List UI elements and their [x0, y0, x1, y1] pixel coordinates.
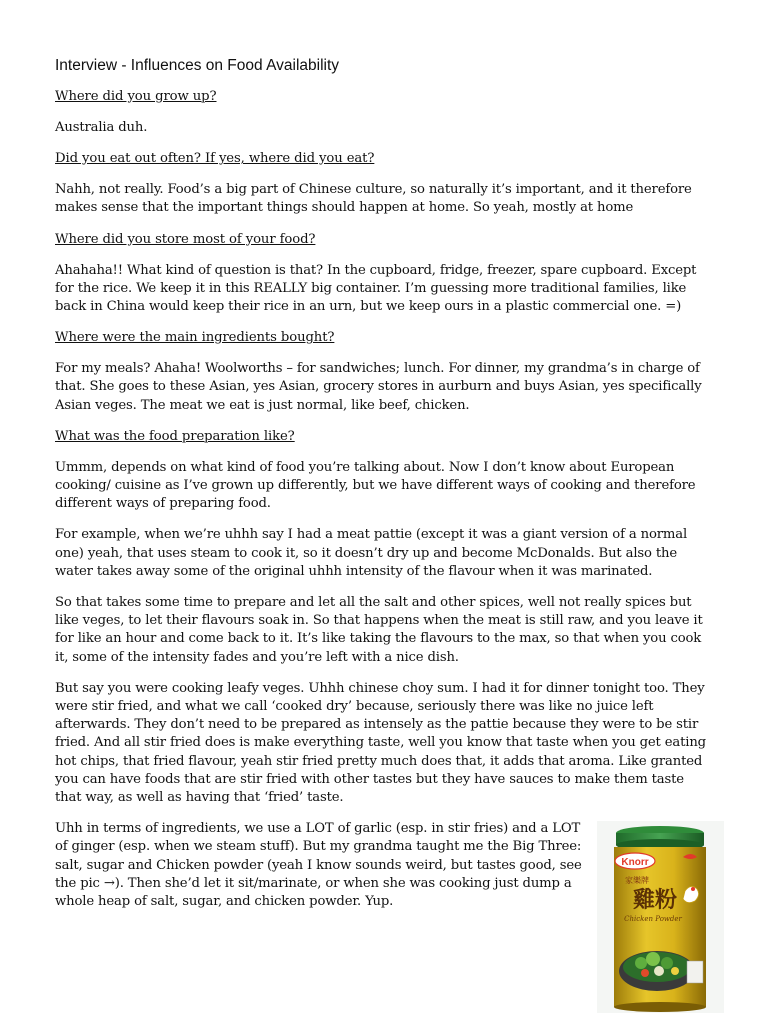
answer-5-paragraph-3: So that takes some time to prepare and let all the salt and other spices, well not really spices but like veges, to let their flavours soak in. So that happens when the meat is still raw, and you leave it for like an hour and come back to it. It’s like taking the flavours to the max, so that when you cook it, some of the intensity fades and you’re left with a nice dish.: [55, 595, 703, 665]
question-5: What was the food preparation like?: [55, 428, 295, 444]
question-3: Where did you store most of your food?: [55, 231, 316, 247]
question-1: Where did you grow up?: [55, 89, 217, 104]
answer-1: Australia duh.: [55, 120, 148, 135]
answer-5-paragraph-5: Uhh in terms of ingredients, we use a LOT of garlic (esp. in stir fries) and a LOT of ginger (esp. when we steam stuff). But my grandma taught me the Big Three: salt, sugar and Chicken powder (yeah I know sounds weird, but tastes good, see the pic →). Then she’d let it sit/marinate, or when she was cooking just dump a whole heap of salt, sugar, and chicken powder. Yup.: [55, 821, 582, 910]
question-2: Did you eat out often? If yes, where did you eat?: [55, 151, 375, 167]
chinese-product-label: 雞粉: [632, 888, 678, 913]
answer-5-paragraph-4: But say you were cooking leafy veges. Uhhh chinese choy sum. I had it for dinner tonight too. They were stir fried, and what we call ‘cooked dry’ because, seriously there was like no juice left afterwards. They don’t need to be prepared as intensely as the pattie because they were to be stir fried. And all stir fried does is make everything taste, well you know that taste when you get eating hot chips, that fried flavour, yeah stir fried pretty much does that, it adds that aroma. Like granted you can have foods that are stir fried with other tastes but they have sauces to make them taste that way, as well as having that ‘fried’ taste.: [55, 680, 706, 806]
english-product-label: Chicken Powder: [624, 915, 682, 923]
question-4: Where were the main ingredients bought?: [55, 330, 335, 346]
answer-4: For my meals? Ahaha! Woolworths – for sandwiches; lunch. For dinner, my grandma’s in charge of that. She goes to these Asian, yes Asian, grocery stores in aurburn and buys Asian, yes specifically Asian veges. The meat we eat is just normal, like beef, chicken.: [55, 361, 702, 413]
document-title: Interview - Influences on Food Availability: [55, 57, 340, 74]
answer-5-paragraph-1: Ummm, depends on what kind of food you’re talking about. Now I don’t know about European cooking/ cuisine as I’ve grown up differently, but we have different ways of cooking and therefore different ways of preparing food.: [55, 459, 696, 512]
answer-2: Nahh, not really. Food’s a big part of Chinese culture, so naturally it’s important, and it therefore makes sense that the important things should happen at home. So yeah, mostly at home: [55, 182, 692, 216]
document-page: [55, 56, 707, 924]
chinese-brand-label: 家樂牌: [625, 876, 649, 885]
answer-5-paragraph-2: For example, when we’re uhhh say I had a meat pattie (except it was a giant version of a normal one) yeah, that uses steam to cook it, so it doesn’t dry up and become McDonalds. But also the water takes away some of the original uhhh intensity of the flavour when it was marinated.: [55, 527, 688, 579]
knorr-logo: Knorr: [621, 857, 649, 868]
chicken-powder-image: [597, 821, 724, 1013]
answer-3: Ahahaha!! What kind of question is that? In the cupboard, fridge, freezer, spare cupboard. Except for the rice. We keep it in this REALLY big container. I’m guessing more traditional families, like back in China would keep their rice in an urn, but we keep ours in a plastic commercial one. =): [55, 262, 697, 315]
